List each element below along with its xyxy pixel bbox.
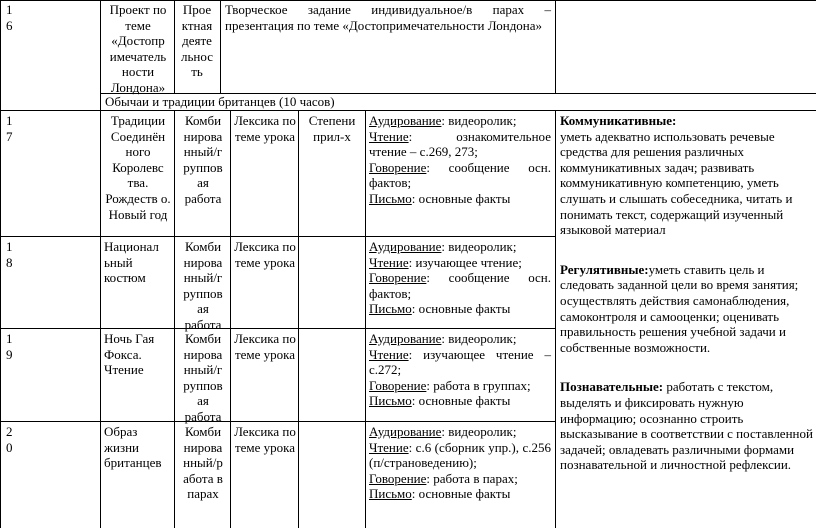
activity-label: Говорение: [369, 377, 427, 393]
activity-text: : видеоролик;: [441, 424, 517, 439]
col-divider: [0, 0, 1, 528]
activity-listening: [369, 331, 551, 347]
row-divider: [0, 110, 816, 111]
activity-speaking: [369, 270, 551, 301]
col-divider: [298, 110, 299, 528]
activity-text: : основные факты: [411, 190, 511, 206]
competency-text: работать с текстом, выделять и фиксировать нужную информацию; осознанно строить высказывание в соответствии с поставленной задачей; овладевать различными формами познавательной и личностной рефлексии.: [560, 379, 813, 473]
lesson-activities: [369, 331, 551, 409]
competency-communicative: [560, 113, 816, 238]
table-border-top: [0, 0, 816, 1]
activity-label: Чтение: [369, 439, 409, 455]
activity-text: : изучающее чтение;: [408, 254, 522, 270]
col-divider: [365, 110, 366, 528]
activity-speaking: [369, 378, 551, 394]
lesson-type: Комби нирова нный/г руппов ая работа: [183, 113, 223, 206]
lesson-number: 1 9: [6, 331, 13, 362]
activity-listening: [369, 239, 551, 255]
lesson-activities: [369, 113, 551, 207]
activity-label: Аудирование: [369, 113, 442, 128]
competency-label: Регулятивные:: [560, 261, 649, 277]
col-divider: [555, 110, 556, 528]
lesson-type: Прое ктная деяте льнос ть: [181, 2, 213, 80]
activity-text: : ознакомительное чтение – с.269, 273;: [369, 128, 551, 160]
activity-label: Чтение: [369, 346, 409, 362]
competency-text: уметь ставить цель и следовать заданной цели во время занятия; осуществлять действия самонаблюдения, самоконтроля и самооценки; оценивать правильность решения учебной задачи и собственные возможности.: [560, 261, 799, 355]
activity-text: : с.6 (сборник упр.), с.256 (п/страноведению);: [369, 439, 551, 471]
lesson-type: Комби нирова нный/г руппов ая работа: [183, 331, 223, 424]
activity-text: : основные факты: [411, 301, 511, 317]
activity-label: Чтение: [369, 128, 409, 144]
lesson-vocabulary: Лексика по теме урока: [234, 113, 296, 144]
lesson-grammar: Степени прил-х: [308, 113, 356, 144]
activity-label: Письмо: [369, 301, 412, 317]
competency-regulatory: [560, 262, 816, 356]
activity-listening: [369, 113, 551, 129]
col-divider: [100, 0, 101, 528]
activity-writing: [369, 486, 551, 502]
activity-label: Говорение: [369, 270, 427, 286]
activity-label: Аудирование: [369, 239, 442, 254]
competency-label: Коммуникативные:: [560, 113, 677, 128]
lesson-number: 1 7: [6, 113, 13, 144]
row-divider: [0, 328, 555, 329]
activity-text: : сообщение осн. фактов;: [369, 159, 551, 191]
activity-writing: [369, 191, 551, 207]
activity-reading: [369, 129, 551, 160]
activity-text: : изучающее чтение – с.272;: [369, 346, 551, 378]
lesson-topic: Традиции Соединён ного Королевс тва. Рождеств о. Новый год: [105, 113, 171, 222]
row-divider: [0, 236, 555, 237]
section-title: Обычаи и традиции британцев (10 часов): [105, 94, 335, 109]
row-divider: [0, 421, 555, 422]
competencies-cell: [560, 113, 816, 473]
activity-reading: [369, 347, 551, 378]
lesson-vocabulary: Лексика по теме урока: [234, 239, 296, 270]
activity-text: : видеоролик;: [441, 239, 517, 254]
project-task: Творческое задание индивидуальное/в парах – презентация по теме «Достопримечательности Лондона»: [225, 2, 551, 33]
activity-speaking: [369, 471, 551, 487]
activity-writing: [369, 301, 551, 317]
activity-label: Письмо: [369, 486, 412, 502]
col-divider: [230, 110, 231, 528]
lesson-activities: [369, 239, 551, 317]
lesson-type: Комби нирова нный/г руппов ая работа: [183, 239, 223, 332]
activity-label: Письмо: [369, 393, 412, 409]
activity-label: Говорение: [369, 159, 427, 175]
activity-text: : видеоролик;: [441, 113, 517, 128]
activity-label: Чтение: [369, 254, 409, 270]
activity-text: : работа в группах;: [426, 377, 531, 393]
col-divider: [174, 0, 175, 93]
activity-speaking: [369, 160, 551, 191]
lesson-activities: [369, 424, 551, 502]
competency-cognitive: [560, 379, 816, 473]
lesson-topic: Образ жизни британцев: [104, 424, 162, 471]
activity-text: : сообщение осн. фактов;: [369, 270, 551, 301]
competency-text: уметь адекватно использовать речевые средства для решения различных коммуникативных задач; развивать коммуникативную компетенцию, уметь слушать и слышать собеседника, читать и понимать текст, содержащий изученный языковой материал: [560, 128, 793, 238]
activity-writing: [369, 393, 551, 409]
activity-label: Аудирование: [369, 331, 442, 346]
activity-listening: [369, 424, 551, 440]
activity-text: : работа в парах;: [426, 470, 518, 486]
lesson-vocabulary: Лексика по теме урока: [234, 331, 296, 362]
activity-label: Письмо: [369, 190, 412, 206]
lesson-number: 1 8: [6, 239, 13, 270]
lesson-type: Комби нирова нный/р абота в парах: [183, 424, 223, 502]
lesson-vocabulary: Лексика по теме урока: [234, 424, 296, 455]
activity-label: Говорение: [369, 470, 427, 486]
lesson-number: 2 0: [6, 424, 13, 455]
col-divider: [174, 110, 175, 528]
activity-text: : видеоролик;: [441, 331, 517, 346]
activity-reading: [369, 440, 551, 471]
activity-text: : основные факты: [411, 393, 511, 409]
activity-text: : основные факты: [411, 486, 511, 502]
activity-reading: [369, 255, 551, 271]
lesson-topic: Национал ьный костюм: [104, 239, 159, 286]
lesson-topic: Ночь Гая Фокса. Чтение: [104, 331, 155, 378]
lesson-topic: Проект по теме «Достопр имечатель ности Лондона»: [109, 2, 167, 95]
activity-label: Аудирование: [369, 424, 442, 439]
col-divider: [555, 0, 556, 93]
col-divider: [220, 0, 221, 93]
competency-label: Познавательные:: [560, 379, 664, 395]
lesson-number: 1 6: [6, 2, 13, 33]
